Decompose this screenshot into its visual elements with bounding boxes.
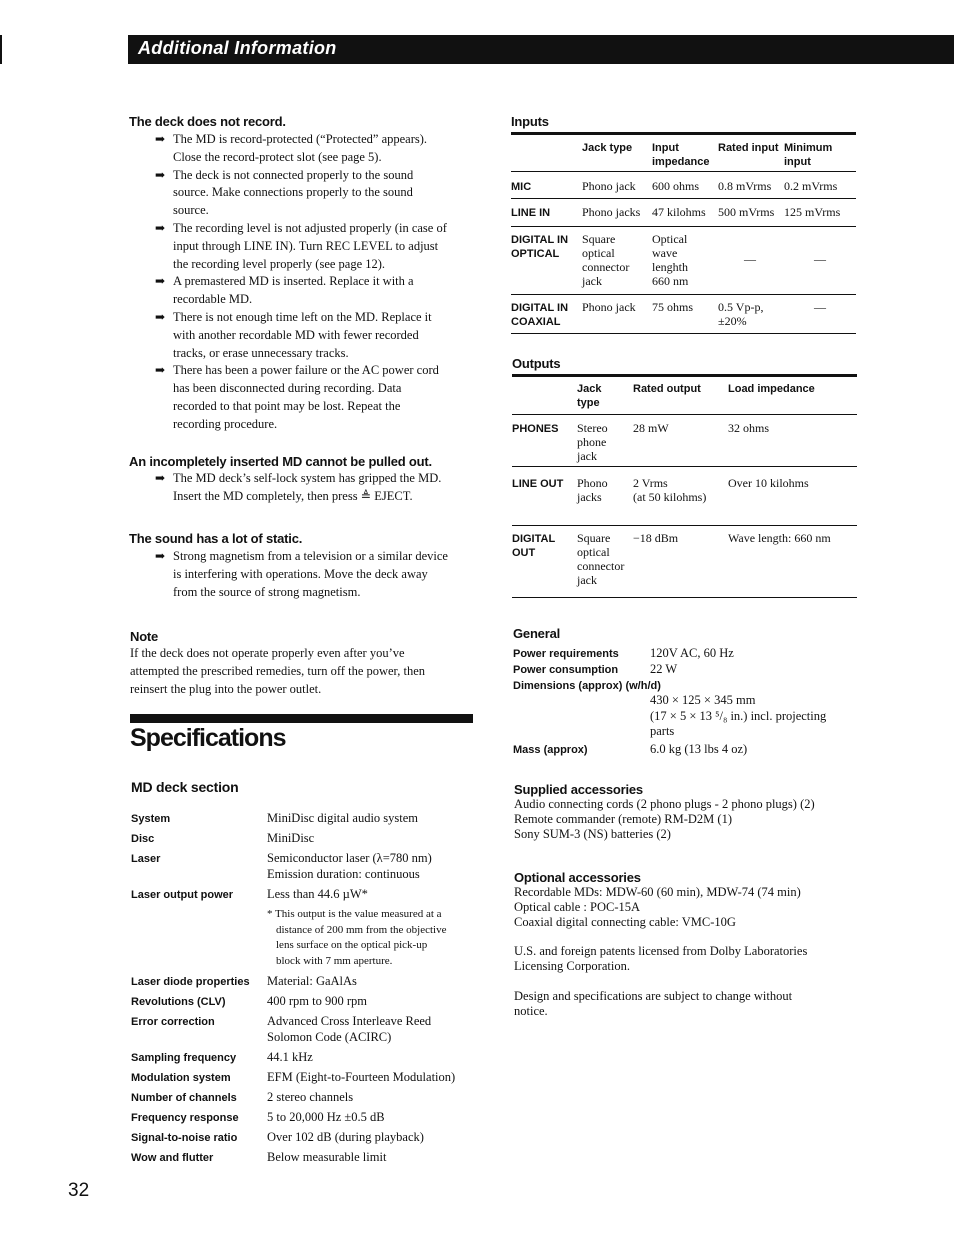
- table-cell-line: 0.2 mVrms: [784, 179, 838, 193]
- table-rule: [512, 597, 857, 598]
- row-label: [511, 301, 568, 329]
- arrow-icon: ➡: [155, 309, 166, 324]
- table-cell-line: optical: [582, 246, 615, 260]
- trouble-item-line: source.: [173, 203, 209, 218]
- notice-line: notice.: [514, 1004, 548, 1018]
- patent-line: U.S. and foreign patents licensed from Dolby Laboratories: [514, 944, 808, 958]
- spec-label: System: [131, 813, 171, 825]
- power-req-label: Power requirements: [513, 648, 619, 660]
- row-label: [511, 233, 568, 261]
- table-cell-line: 47 kilohms: [652, 205, 706, 219]
- table-cell-line: 125 mVrms: [784, 205, 841, 219]
- optional-item: Coaxial digital connecting cable: VMC-10G: [514, 915, 736, 929]
- outputs-top-rule: [512, 374, 857, 377]
- column-header-line: Jack type: [582, 142, 633, 154]
- spec-value-line: MiniDisc digital audio system: [267, 811, 419, 825]
- table-cell: [577, 476, 608, 504]
- trouble-heading-3: The sound has a lot of static.: [129, 531, 303, 546]
- arrow-icon: ➡: [155, 274, 166, 289]
- table-cell: [728, 476, 809, 490]
- column-header-line: impedance: [652, 156, 710, 168]
- spec-value-line: Emission duration: continuous: [267, 866, 420, 881]
- trouble-list-3: [129, 548, 479, 601]
- inputs-heading: Inputs: [511, 114, 549, 129]
- spec-value: [267, 1014, 431, 1045]
- column-header: [582, 141, 632, 155]
- patent-notice: [514, 944, 807, 974]
- section-header-bar: [128, 35, 954, 64]
- trouble-list-1: [129, 131, 479, 434]
- spec-value: [267, 1110, 385, 1126]
- specifications-rule: [130, 714, 473, 723]
- table-cell: [652, 232, 688, 288]
- column-header-line: Minimum: [784, 142, 833, 154]
- spec-value-line: EFM (Eight-to-Fourteen Modulation): [267, 1070, 456, 1084]
- spec-value-line: 400 rpm to 900 rpm: [267, 994, 367, 1008]
- spec-value-line: 5 to 20,000 Hz ±0.5 dB: [267, 1110, 385, 1124]
- supplied-item: Remote commander (remote) RM-D2M (1): [514, 812, 732, 826]
- row-label-line: COAXIAL: [511, 316, 561, 328]
- table-cell: [728, 421, 769, 435]
- spec-label: Error correction: [131, 1016, 215, 1028]
- trouble-item: [129, 309, 479, 362]
- spec-label: Revolutions (CLV): [131, 996, 226, 1008]
- table-cell-line: 0.5 Vp-p,: [718, 300, 764, 314]
- trouble-item-line: Insert the MD completely, then press ≜ EJECT.: [173, 488, 413, 503]
- trouble-item: [129, 220, 479, 273]
- row-label-line: PHONES: [512, 423, 559, 435]
- dimensions-line: (17 × 5 × 13 ⁵/₈ in.) incl. projecting: [650, 708, 827, 723]
- table-cell: [728, 531, 831, 545]
- column-header-line: type: [577, 397, 600, 409]
- arrow-icon: ➡: [155, 471, 166, 485]
- table-cell-line: Phono: [577, 476, 608, 490]
- change-notice: [514, 989, 792, 1019]
- arrow-icon: ➡: [155, 549, 166, 563]
- table-rule: [511, 294, 856, 295]
- spec-value-line: MiniDisc: [267, 831, 315, 845]
- supplied-item: Audio connecting cords (2 phono plugs - 2 phono plugs) (2): [514, 797, 815, 811]
- row-label: [511, 180, 531, 194]
- table-cell-line: 75 ohms: [652, 300, 694, 314]
- spec-label: Laser output power: [131, 889, 234, 901]
- table-rule: [511, 226, 856, 227]
- trouble-item-line: Strong magnetism from a television or a similar device: [173, 549, 448, 563]
- table-cell-line: Phono jack: [582, 179, 636, 193]
- trouble-item-line: source. Make connections properly to the sound: [173, 185, 413, 200]
- notice-line: Design and specifications are subject to change without: [514, 989, 793, 1003]
- trouble-item-line: The MD deck’s self-lock system has gripped the MD.: [173, 471, 442, 485]
- table-cell: [633, 476, 706, 504]
- laser-footnote: [267, 907, 477, 969]
- arrow-icon: ➡: [155, 132, 166, 146]
- trouble-item-line: Close the record-protect slot (see page 5).: [173, 149, 382, 164]
- spec-value: [267, 1050, 313, 1066]
- note-heading: Note: [130, 629, 159, 644]
- trouble-item-line: has been disconnected during recording. Data: [173, 381, 402, 396]
- spec-value-line: Below measurable limit: [267, 1150, 387, 1164]
- table-cell: [784, 205, 840, 219]
- spec-value-line: Material: GaAlAs: [267, 974, 357, 988]
- footnote-line: lens surface on the optical pick-up: [276, 939, 428, 951]
- trouble-item: [129, 167, 479, 220]
- table-cell-line: jack: [582, 274, 602, 288]
- table-cell: [718, 205, 774, 219]
- table-cell: [784, 179, 837, 193]
- table-cell-line: —: [744, 252, 756, 266]
- power-cons-label: Power consumption: [513, 664, 619, 676]
- trouble-item: [129, 273, 479, 309]
- table-cell: [582, 232, 629, 288]
- table-cell-line: —: [814, 252, 826, 266]
- row-label: [511, 206, 550, 220]
- arrow-icon: ➡: [155, 220, 166, 235]
- spec-value-line: Less than 44.6 µW*: [267, 887, 368, 901]
- footnote-line: block with 7 mm aperture.: [276, 954, 393, 967]
- arrow-icon: ➡: [155, 363, 166, 378]
- spec-label: Frequency response: [131, 1112, 239, 1124]
- table-cell-line: 32 ohms: [728, 421, 770, 435]
- table-rule: [511, 198, 856, 199]
- table-cell-line: Phono jack: [582, 300, 636, 314]
- table-cell: [582, 300, 636, 314]
- dimensions-value: [650, 693, 826, 740]
- trouble-item-line: with another recordable MD with fewer recorded: [173, 327, 419, 342]
- column-header: [718, 141, 779, 155]
- table-cell-line: phone: [577, 435, 607, 449]
- footnote-line: distance of 200 mm from the objective: [276, 923, 447, 936]
- patent-line: Licensing Corporation.: [514, 959, 630, 973]
- table-cell-line: ±20%: [718, 314, 747, 328]
- table-cell-line: Over 10 kilohms: [728, 476, 809, 490]
- mass-value: 6.0 kg (13 lbs 4 oz): [650, 742, 748, 756]
- spec-label: Sampling frequency: [131, 1052, 237, 1064]
- table-cell-line: 28 mW: [633, 421, 669, 435]
- spec-value-line: Advanced Cross Interleave Reed: [267, 1014, 432, 1028]
- table-cell: [633, 531, 678, 545]
- table-cell: [577, 421, 608, 463]
- trouble-item: [129, 362, 479, 433]
- spec-value: [267, 1150, 386, 1166]
- row-label: [512, 422, 558, 436]
- dimensions-line: parts: [650, 724, 675, 738]
- row-label-line: MIC: [511, 181, 532, 193]
- table-cell-line: 660 nm: [652, 274, 689, 288]
- spec-value: [267, 887, 368, 903]
- trouble-item-line: The recording level is not adjusted properly (in case of: [173, 220, 447, 235]
- table-cell: [577, 531, 624, 587]
- table-cell-line: Wave length: 660 nm: [728, 531, 831, 545]
- trouble-item: [129, 131, 479, 167]
- trouble-item-line: The MD is record-protected (“Protected” appears).: [173, 132, 428, 146]
- trouble-item: [129, 470, 479, 506]
- table-cell: [652, 179, 699, 193]
- optional-list: [514, 885, 801, 930]
- table-cell-line: Stereo: [577, 421, 608, 435]
- optional-item: Recordable MDs: MDW-60 (60 min), MDW-74 (74 min): [514, 885, 801, 899]
- table-rule: [512, 414, 857, 415]
- column-header-line: input: [784, 156, 811, 168]
- spec-label: Signal-to-noise ratio: [131, 1132, 238, 1144]
- spec-value: [267, 1070, 455, 1086]
- spec-value: [267, 811, 418, 827]
- table-cell-line: —: [814, 300, 826, 314]
- column-header-line: Rated input: [718, 142, 779, 154]
- table-rule: [512, 466, 857, 467]
- page-number: 32: [68, 1180, 90, 1201]
- row-label-line: DIGITAL IN: [511, 302, 569, 314]
- table-cell-line: jack: [577, 449, 597, 463]
- spec-label: Laser diode properties: [131, 976, 250, 988]
- row-label-line: DIGITAL IN: [511, 234, 569, 246]
- table-cell: [744, 252, 756, 266]
- spec-value-line: Solomon Code (ACIRC): [267, 1029, 392, 1044]
- table-rule: [511, 333, 856, 334]
- supplied-list: [514, 797, 815, 842]
- footnote-line: * This output is the value measured at a: [267, 908, 442, 920]
- table-cell-line: Phono jacks: [582, 205, 641, 219]
- table-cell: [652, 300, 693, 314]
- table-cell: [718, 300, 763, 328]
- table-cell-line: 500 mVrms: [718, 205, 775, 219]
- column-header: [652, 141, 709, 169]
- optional-heading: Optional accessories: [514, 870, 641, 885]
- mass-label: Mass (approx): [513, 744, 588, 756]
- table-cell-line: (at 50 kilohms): [633, 490, 707, 504]
- trouble-item: [129, 548, 479, 601]
- column-header: [784, 141, 832, 169]
- table-cell: [582, 179, 636, 193]
- table-cell-line: optical: [577, 545, 610, 559]
- trouble-item-line: recording procedure.: [173, 416, 278, 431]
- row-label: [512, 477, 563, 491]
- spec-value-line: 44.1 kHz: [267, 1050, 313, 1064]
- table-cell: [652, 205, 706, 219]
- table-rule: [512, 525, 857, 526]
- table-cell-line: jack: [577, 573, 597, 587]
- column-header-line: Load impedance: [728, 383, 815, 395]
- row-label-line: OPTICAL: [511, 248, 560, 260]
- trouble-item-line: recorded to that point may be lost. Repeat the: [173, 398, 401, 413]
- supplied-heading: Supplied accessories: [514, 782, 643, 797]
- table-cell-line: 0.8 mVrms: [718, 179, 772, 193]
- outputs-heading: Outputs: [512, 356, 561, 371]
- table-cell-line: connector: [582, 260, 630, 274]
- table-cell-line: jacks: [577, 490, 602, 504]
- column-header: [577, 382, 601, 410]
- spec-value-line: 2 stereo channels: [267, 1090, 354, 1104]
- spec-value: [267, 1130, 424, 1146]
- table-cell-line: Optical: [652, 232, 688, 246]
- optional-item: Optical cable : POC-15A: [514, 900, 641, 914]
- spec-label: Laser: [131, 853, 161, 865]
- note-line: attempted the prescribed remedies, turn off the power, then: [130, 663, 425, 678]
- row-label-line: LINE IN: [511, 207, 551, 219]
- table-cell-line: Square: [582, 232, 616, 246]
- trouble-item-line: A premastered MD is inserted. Replace it with a: [173, 274, 414, 289]
- power-req-value: 120V AC, 60 Hz: [650, 646, 734, 660]
- table-cell: [582, 205, 640, 219]
- table-rule: [511, 171, 856, 172]
- trouble-item-line: input through LINE IN). Turn REC LEVEL to adjust: [173, 238, 439, 253]
- table-cell: [814, 252, 826, 266]
- general-heading: General: [513, 626, 561, 641]
- column-header-line: Rated output: [633, 383, 701, 395]
- header-edge-mark: [0, 35, 2, 64]
- row-label-line: DIGITAL: [512, 533, 556, 545]
- spec-value-line: Semiconductor laser (λ=780 nm): [267, 851, 432, 865]
- dimensions-line: 430 × 125 × 345 mm: [650, 693, 756, 707]
- table-cell-line: connector: [577, 559, 625, 573]
- spec-value: [267, 994, 367, 1010]
- arrow-icon: ➡: [155, 167, 166, 182]
- spec-value: [267, 1090, 353, 1106]
- md-section-heading: MD deck section: [131, 779, 239, 795]
- table-cell-line: lenghth: [652, 260, 688, 274]
- trouble-item-line: recordable MD.: [173, 292, 253, 307]
- spec-value: [267, 974, 357, 990]
- trouble-item-line: is interfering with operations. Move the deck away: [173, 566, 428, 581]
- table-cell-line: −18 dBm: [633, 531, 679, 545]
- table-cell-line: 2 Vrms: [633, 476, 668, 490]
- spec-value: [267, 831, 314, 847]
- column-header: [633, 382, 701, 396]
- inputs-top-rule: [511, 132, 856, 135]
- power-cons-value: 22 W: [650, 662, 678, 676]
- section-header-title: Additional Information: [138, 38, 337, 58]
- column-header-line: Jack: [577, 383, 602, 395]
- trouble-item-line: from the source of strong magnetism.: [173, 584, 361, 599]
- specifications-title: Specifications: [130, 724, 286, 752]
- dimensions-label: Dimensions (approx) (w/h/d): [513, 680, 661, 692]
- column-header-line: Input: [652, 142, 679, 154]
- table-cell-line: 600 ohms: [652, 179, 700, 193]
- table-cell: [718, 179, 771, 193]
- table-cell-line: wave: [652, 246, 678, 260]
- column-header: [728, 382, 815, 396]
- trouble-heading-1: The deck does not record.: [129, 114, 286, 129]
- row-label-line: OUT: [512, 547, 536, 559]
- table-cell: [814, 300, 826, 314]
- trouble-item-line: The deck is not connected properly to the sound: [173, 167, 414, 182]
- trouble-item-line: the recording level properly (see page 12).: [173, 256, 386, 271]
- trouble-heading-2: An incompletely inserted MD cannot be pulled out.: [129, 454, 432, 469]
- trouble-item-line: tracks, or erase unnecessary tracks.: [173, 345, 349, 360]
- note-line: reinsert the plug into the power outlet.: [130, 681, 322, 696]
- row-label: [512, 532, 555, 560]
- spec-label: Modulation system: [131, 1072, 231, 1084]
- trouble-item-line: There is not enough time left on the MD. Replace it: [173, 309, 432, 324]
- spec-value: [267, 851, 432, 882]
- note-text: [130, 645, 480, 698]
- supplied-item: Sony SUM-3 (NS) batteries (2): [514, 827, 671, 841]
- spec-value-line: Over 102 dB (during playback): [267, 1130, 424, 1144]
- table-cell-line: Square: [577, 531, 611, 545]
- spec-label: Number of channels: [131, 1092, 237, 1104]
- trouble-item-line: There has been a power failure or the AC power cord: [173, 363, 439, 378]
- spec-label: Wow and flutter: [131, 1152, 214, 1164]
- spec-label: Disc: [131, 833, 155, 845]
- trouble-list-2: [129, 470, 479, 506]
- row-label-line: LINE OUT: [512, 478, 564, 490]
- note-line: If the deck does not operate properly even after you’ve: [130, 646, 405, 660]
- table-cell: [633, 421, 669, 435]
